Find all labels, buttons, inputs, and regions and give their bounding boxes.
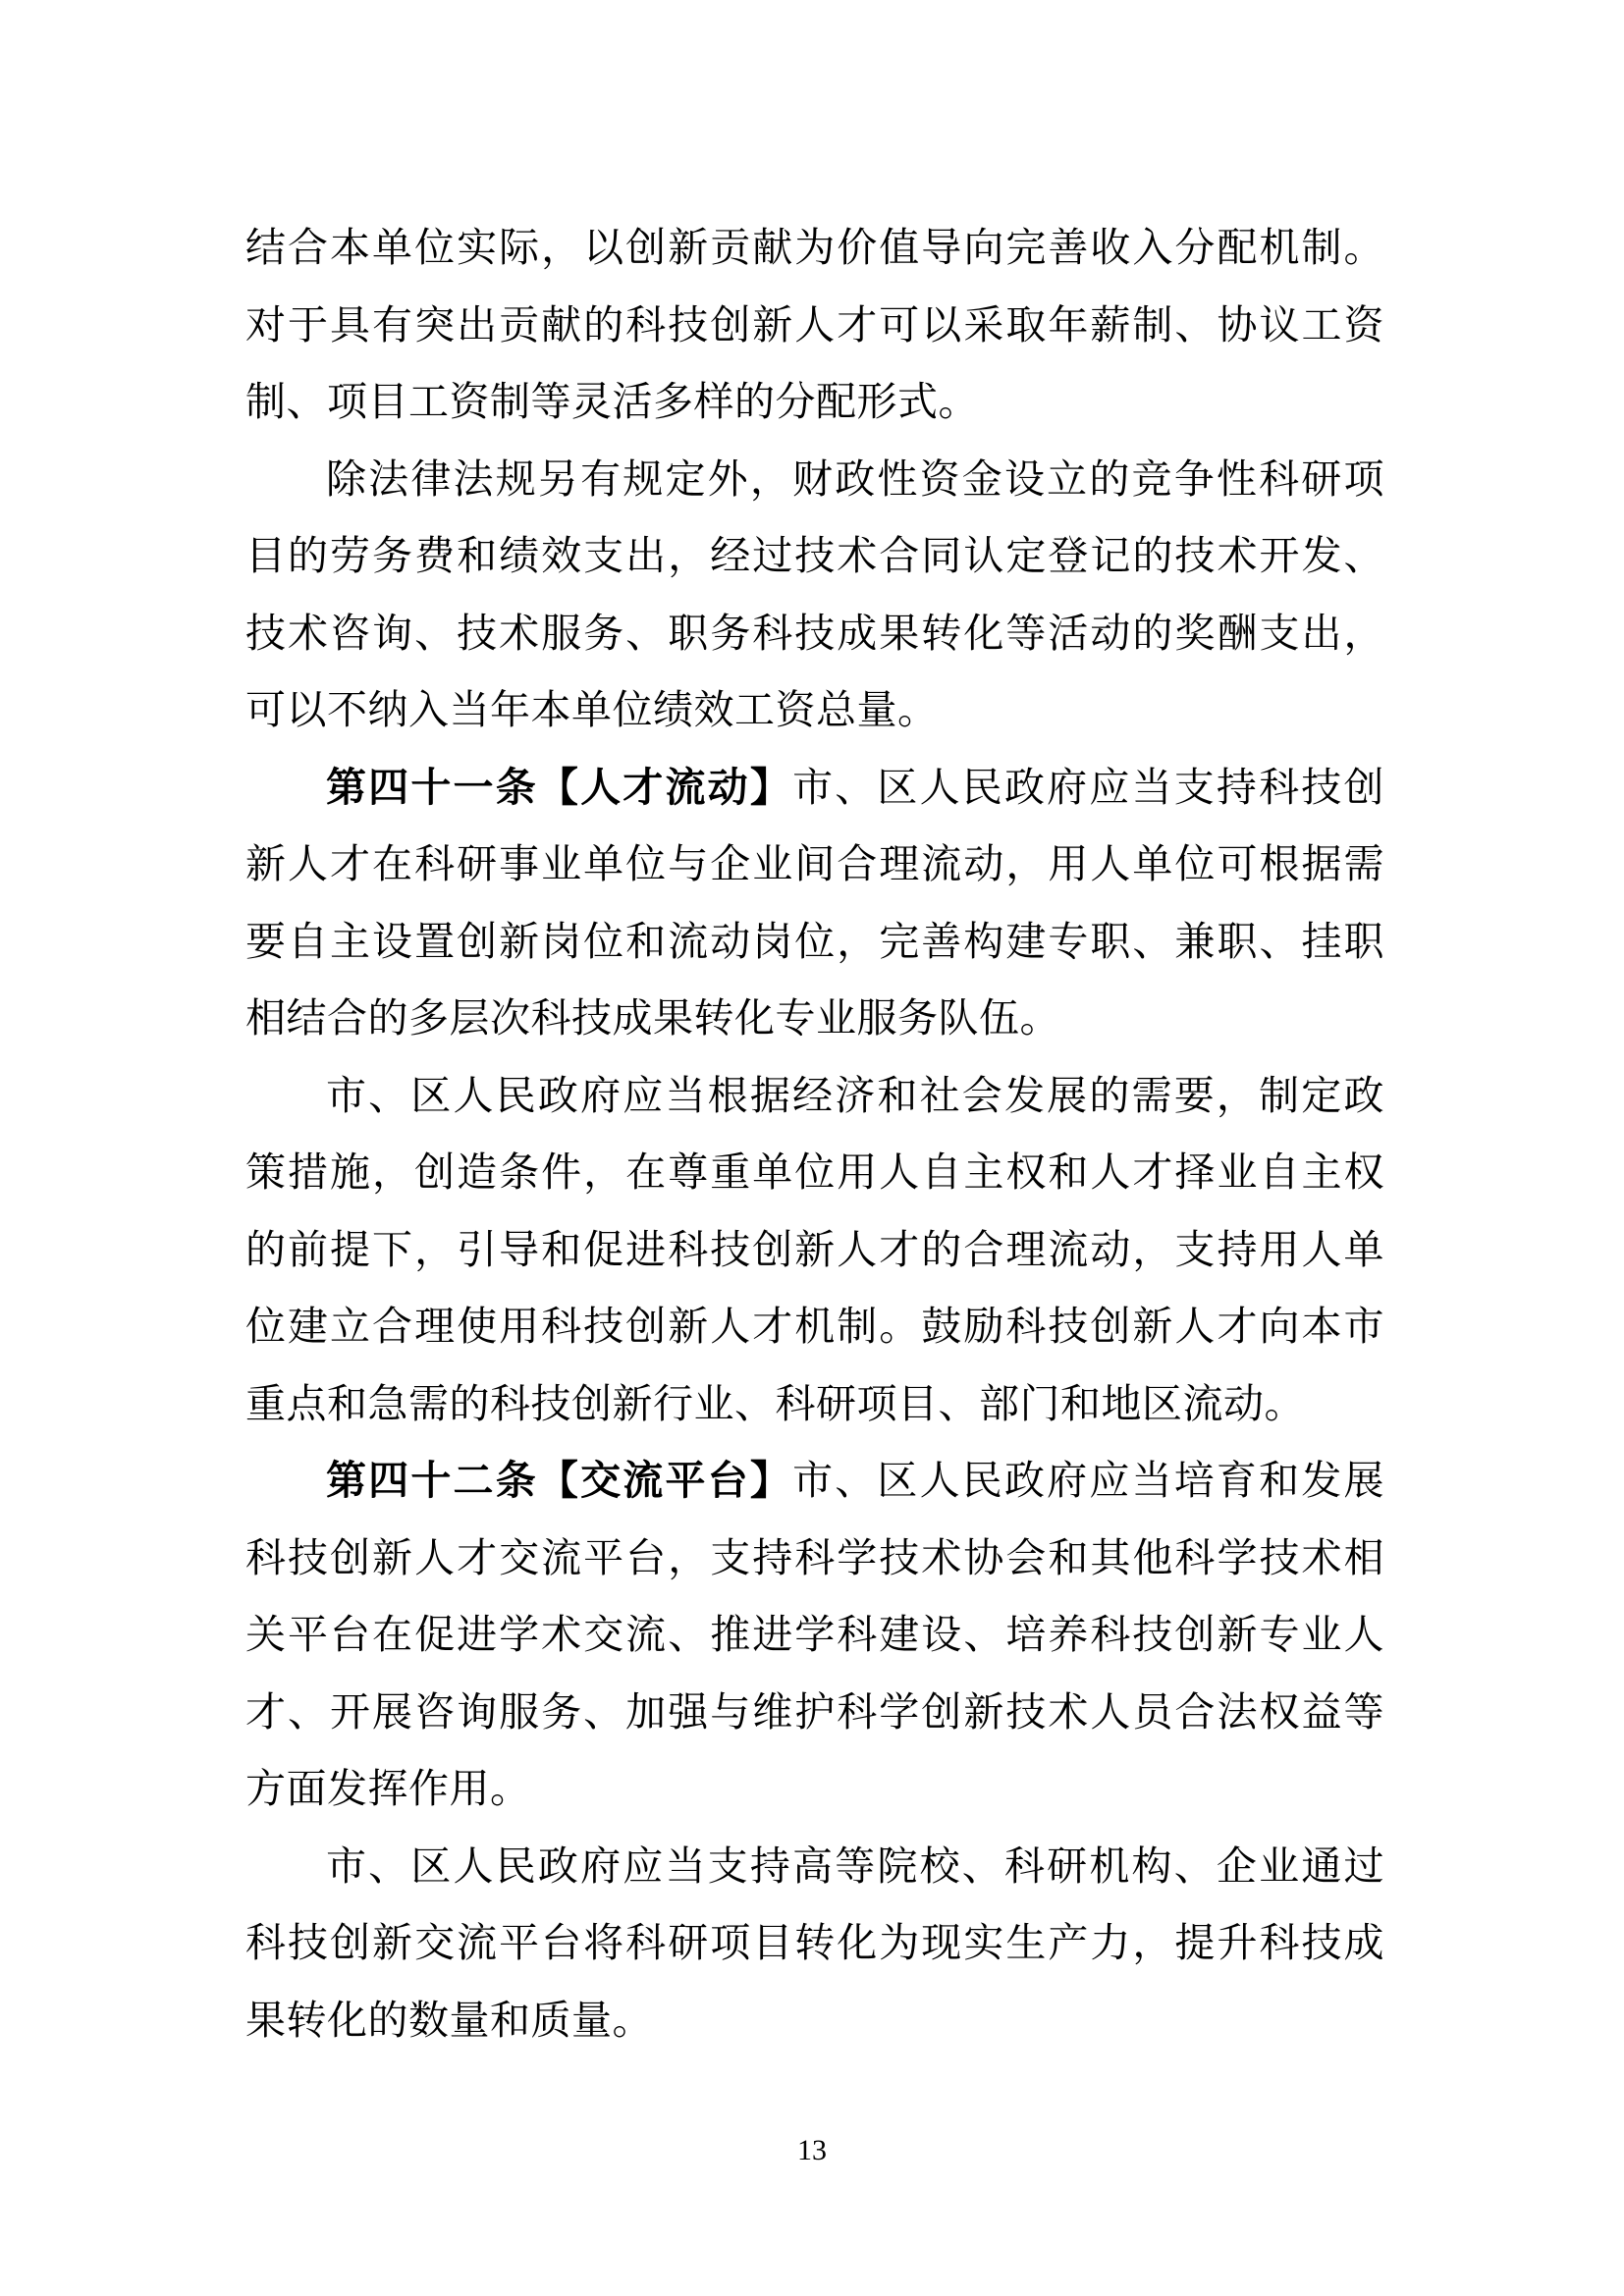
paragraph-text: 市、区人民政府应当支持高等院校、科研机构、企业通过科技创新交流平台将科研项目转化为现实生产力，提升科技成果转化的数量和质量。 xyxy=(245,1842,1384,2044)
page-number: 13 xyxy=(797,2134,827,2166)
article-heading: 第四十一条【人才流动】 xyxy=(326,763,793,811)
paragraph-talent-flow-policy xyxy=(245,1057,1384,1443)
article-41-talent-mobility xyxy=(245,749,1384,1057)
paragraph-text: 市、区人民政府应当培育和发展科技创新人才交流平台，支持科学技术协会和其他科学技术相关平台在促进学术交流、推进学科建设、培养科技创新专业人才、开展咨询服务、加强与维护科学创新技术人员合法权益等方面发挥作用。 xyxy=(245,1457,1384,1812)
paragraph-text: 市、区人民政府应当支持科技创新人才在科研事业单位与企业间合理流动，用人单位可根据需要自主设置创新岗位和流动岗位，完善构建专职、兼职、挂职相结合的多层次科技成果转化专业服务队伍。 xyxy=(245,763,1384,1041)
paragraph-text: 市、区人民政府应当根据经济和社会发展的需要，制定政策措施，创造条件，在尊重单位用人自主权和人才择业自主权的前提下，引导和促进科技创新人才的合理流动，支持用人单位建立合理使用科技创新人才机制。鼓励科技创新人才向本市重点和急需的科技创新行业、科研项目、部门和地区流动。 xyxy=(245,1071,1384,1427)
paragraph-performance-pay xyxy=(245,441,1384,749)
paragraph-income-distribution xyxy=(245,209,1384,441)
document-body xyxy=(245,209,1384,2058)
paragraph-research-transfer xyxy=(245,1828,1384,2059)
article-heading: 第四十二条【交流平台】 xyxy=(326,1457,793,1504)
paragraph-text: 结合本单位实际，以创新贡献为价值导向完善收入分配机制。对于具有突出贡献的科技创新人才可以采取年薪制、协议工资制、项目工资制等灵活多样的分配形式。 xyxy=(245,224,1384,425)
article-42-exchange-platform xyxy=(245,1442,1384,1828)
paragraph-text: 除法律法规另有规定外，财政性资金设立的竞争性科研项目的劳务费和绩效支出，经过技术合同认定登记的技术开发、技术咨询、技术服务、职务科技成果转化等活动的奖酬支出，可以不纳入当年本单位绩效工资总量。 xyxy=(245,454,1384,733)
